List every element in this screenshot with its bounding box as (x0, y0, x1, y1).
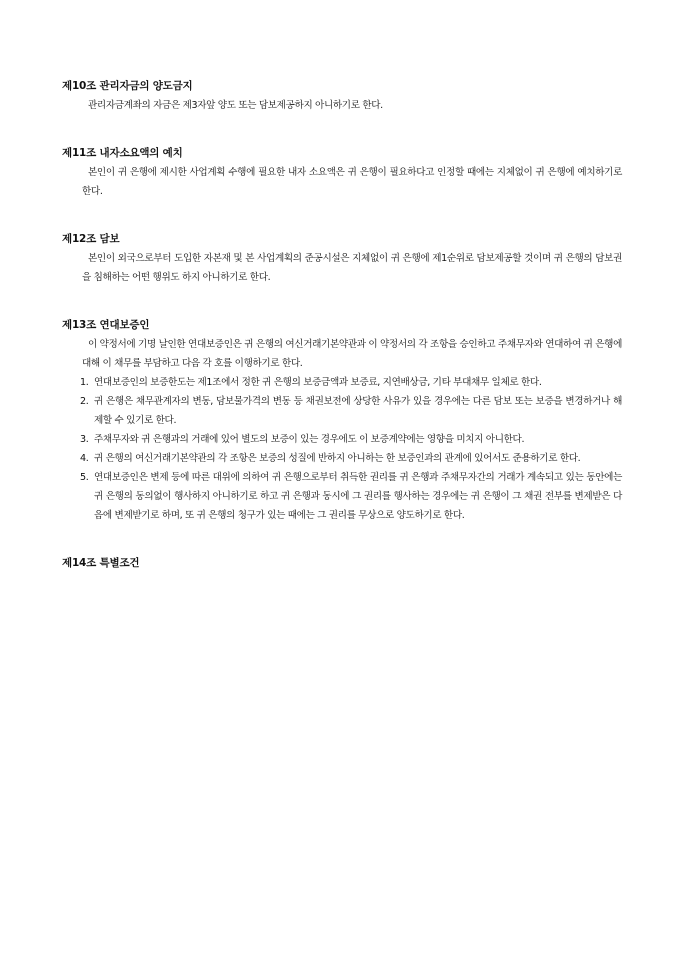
article-title: 제12조 담보 (62, 233, 120, 245)
clause-list (62, 373, 622, 525)
clause-text: 주채무자와 귀 은행과의 거래에 있어 별도의 보증이 있는 경우에도 이 보증계약에는 영향을 미치지 아니한다. (94, 434, 525, 445)
article-10 (62, 78, 622, 115)
clause-item (80, 373, 622, 392)
article-14 (62, 555, 622, 571)
article-body: 본인이 외국으로부터 도입한 자본재 및 본 사업계획의 준공시설은 지체없이 귀 은행에 제1순위로 담보제공할 것이며 귀 은행의 담보권을 침해하는 어떤 행위도 하지 아니하기로 한다. (82, 253, 622, 283)
clause-number: 2. (80, 396, 89, 407)
clause-number: 3. (80, 434, 89, 445)
clause-number: 1. (80, 377, 89, 388)
clause-item (80, 468, 622, 525)
clause-number: 5. (80, 472, 89, 483)
clause-text: 귀 은행은 채무관계자의 변동, 담보물가격의 변동 등 채권보전에 상당한 사유가 있을 경우에는 다른 담보 또는 보증을 변경하거나 해제할 수 있기로 한다. (94, 396, 622, 426)
article-title: 제13조 연대보증인 (62, 319, 150, 331)
article-13 (62, 317, 622, 525)
clause-item (80, 392, 622, 430)
clause-text: 연대보증인은 변제 등에 따른 대위에 의하여 귀 은행으로부터 취득한 권리를 귀 은행과 주채무자간의 거래가 계속되고 있는 동안에는 귀 은행의 동의없이 행사하지 아니하기로 하고 귀 은행과 동시에 그 권리를 행사하는 경우에는 귀 은행이 그 채권 전부를 변제받은 다음에 변제받기로 하며, 또 귀 은행의 청구가 있는 때에는 그 권리를 무상으로 양도하기로 한다. (94, 472, 622, 521)
clause-item (80, 449, 622, 468)
article-title: 제11조 내자소요액의 예치 (62, 147, 183, 159)
article-11 (62, 145, 622, 201)
article-12 (62, 231, 622, 287)
clause-item (80, 430, 622, 449)
article-body: 이 약정서에 기명 날인한 연대보증인은 귀 은행의 여신거래기본약관과 이 약정서의 각 조항을 승인하고 주채무자와 연대하여 귀 은행에 대해 이 채무를 부담하고 다음 각 호를 이행하기로 한다. (82, 339, 622, 369)
clause-text: 연대보증인의 보증한도는 제1조에서 정한 귀 은행의 보증금액과 보증료, 지연배상금, 기타 부대채무 일체로 한다. (94, 377, 542, 388)
article-body: 관리자금계좌의 자금은 제3자앞 양도 또는 담보제공하지 아니하기로 한다. (88, 100, 383, 111)
clause-text: 귀 은행의 여신거래기본약관의 각 조항은 보증의 성질에 반하지 아니하는 한 보증인과의 관계에 있어서도 준용하기로 한다. (94, 453, 581, 464)
article-title: 제10조 관리자금의 양도금지 (62, 80, 193, 92)
article-body: 본인이 귀 은행에 제시한 사업계획 수행에 필요한 내자 소요액은 귀 은행이 필요하다고 인정할 때에는 지체없이 귀 은행에 예치하기로 한다. (82, 167, 622, 197)
clause-number: 4. (80, 453, 89, 464)
article-title: 제14조 특별조건 (62, 557, 140, 569)
